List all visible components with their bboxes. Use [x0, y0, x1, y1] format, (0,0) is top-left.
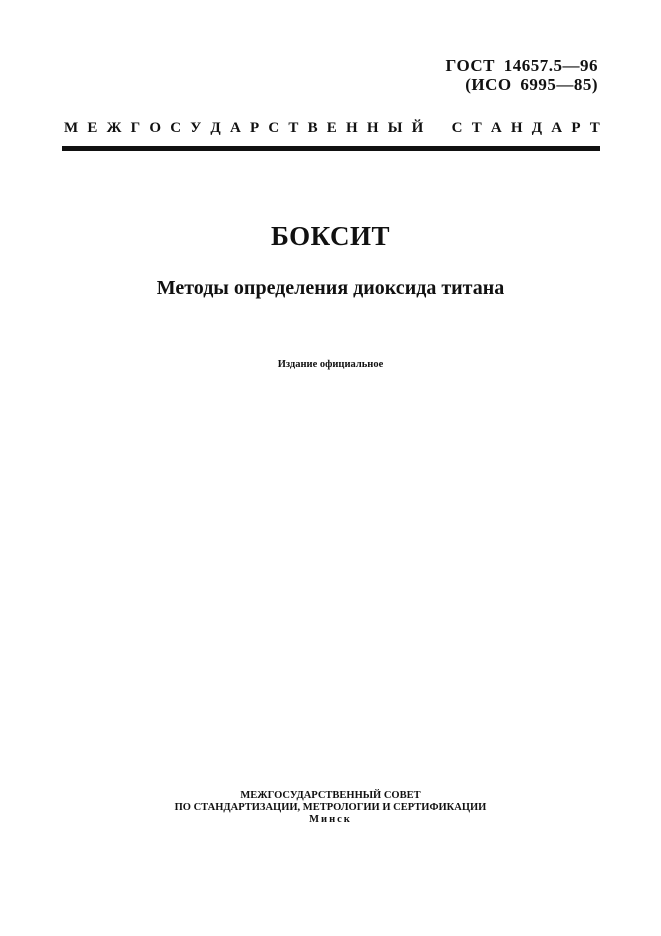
banner-letter: С: [170, 120, 182, 136]
banner-letter: В: [307, 120, 318, 136]
banner-letter: А: [229, 120, 241, 136]
document-subtitle: Методы определения диоксида титана: [156, 277, 505, 299]
banner-letter: Т: [471, 120, 482, 136]
header-rule: [62, 146, 600, 151]
banner-letter: У: [190, 120, 202, 136]
publisher-block: [0, 790, 661, 826]
edition-label: Издание официальное: [277, 359, 384, 370]
banner-letter: Е: [326, 120, 337, 136]
banner-letter: Н: [510, 120, 523, 136]
banner-letter: С: [451, 120, 463, 136]
banner-letter: А: [551, 120, 563, 136]
banner-letter: М: [64, 120, 79, 136]
banner-letter: Д: [531, 120, 543, 136]
banner-letter: Р: [571, 120, 581, 136]
banner-letter: Д: [210, 120, 221, 136]
banner-word-gap: [432, 118, 442, 138]
banner-letter: С: [268, 120, 280, 136]
publisher-line-2: ПО СТАНДАРТИЗАЦИИ, МЕТРОЛОГИИ И СЕРТИФИКАЦИИ: [174, 802, 487, 813]
banner-letter: Й: [411, 120, 424, 136]
banner-letter: Н: [366, 120, 379, 136]
standard-number-block: [446, 56, 598, 94]
publisher-city: Минск: [309, 814, 352, 825]
iso-number: (ИСО 6995—85): [465, 75, 598, 94]
banner-letter: А: [490, 120, 502, 136]
banner-letter: Г: [130, 120, 141, 136]
banner-letter: Е: [87, 120, 98, 136]
interstate-standard-banner: [64, 118, 600, 138]
banner-letter: Р: [249, 120, 260, 136]
publisher-line-1: МЕЖГОСУДАРСТВЕННЫЙ СОВЕТ: [240, 790, 421, 801]
banner-letter: Ы: [387, 120, 403, 136]
banner-letter: Ж: [106, 120, 122, 136]
banner-letter: О: [149, 120, 161, 136]
standard-number: ГОСТ 14657.5—96: [445, 56, 598, 75]
banner-letter: Т: [288, 120, 299, 136]
banner-letter: Н: [345, 120, 358, 136]
banner-letter: Т: [589, 120, 600, 136]
document-title: БОКСИТ: [270, 221, 391, 251]
